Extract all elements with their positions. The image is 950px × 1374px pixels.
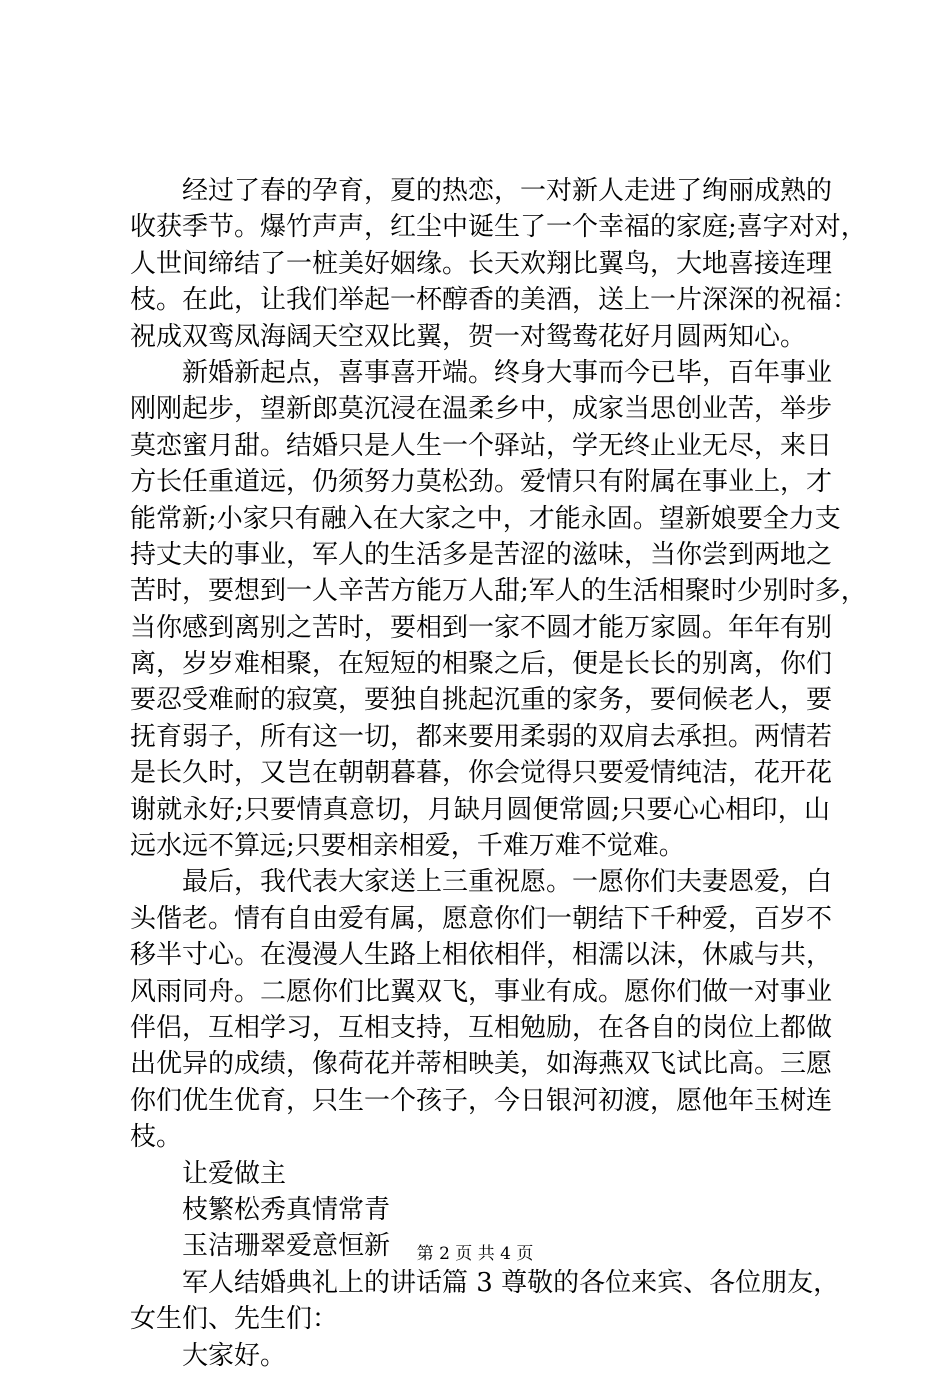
text-line: 头偕老。情有自由爱有属，愿意你们一朝结下千种爱，百岁不 [130, 903, 833, 934]
text-line: 持丈夫的事业，军人的生活多是苦涩的滋味，当你尝到两地之 [130, 539, 833, 570]
text-line: 军人结婚典礼上的讲话篇 3 尊敬的各位来宾、各位朋友， [182, 1267, 840, 1298]
text-line: 新婚新起点，喜事喜开端。终身大事而今已毕，百年事业 [182, 357, 833, 388]
text-line: 经过了春的孕育，夏的热恋，一对新人走进了绚丽成熟的 [182, 176, 833, 206]
text-line: 玉洁珊翠爱意恒新 [182, 1231, 391, 1262]
text-line: 伴侣，互相学习，互相支持，互相勉励，在各自的岗位上都做 [130, 1012, 833, 1043]
text-line: 移半寸心。在漫漫人生路上相依相伴，相濡以沫，休戚与共， [130, 940, 833, 971]
text-line: 方长任重道远，仍须努力莫松劲。爱情只有附属在事业上，才 [130, 467, 833, 498]
text-line: 谢就永好;只要情真意切，月缺月圆便常圆;只要心心相印，山 [130, 794, 830, 825]
text-line: 要忍受难耐的寂寞，要独自挑起沉重的家务，要伺候老人，要 [130, 685, 833, 716]
text-line: 苦时，要想到一人辛苦方能万人甜;军人的生活相聚时少别时多， [130, 576, 867, 607]
text-line: 最后，我代表大家送上三重祝愿。一愿你们夫妻恩爱，白 [182, 867, 833, 898]
page-footer: 第 2 页 共 4 页 [416, 1244, 534, 1264]
text-line: 是长久时，又岂在朝朝暮暮，你会觉得只要爱情纯洁，花开花 [130, 758, 833, 789]
text-line: 枝。 [130, 1122, 183, 1153]
text-line: 枝。在此，让我们举起一杯醇香的美酒，送上一片深深的祝福： [130, 285, 859, 316]
text-line: 远水远不算远;只要相亲相爱，千难万难不觉难。 [130, 831, 685, 862]
text-line: 让爱做主 [182, 1158, 287, 1189]
text-line: 莫恋蜜月甜。结婚只是人生一个驿站，学无终止业无尽，来日 [130, 430, 833, 461]
text-line: 人世间缔结了一桩美好姻缘。长天欢翔比翼鸟，大地喜接连理 [130, 248, 833, 279]
text-line: 抚育弱子，所有这一切，都来要用柔弱的双肩去承担。两情若 [130, 721, 833, 752]
text-line: 能常新;小家只有融入在大家之中，才能永固。望新娘要全力支 [130, 503, 841, 534]
text-line: 离，岁岁难相聚，在短短的相聚之后，便是长长的别离，你们 [130, 649, 833, 680]
text-line: 你们优生优育，只生一个孩子，今日银河初渡，愿他年玉树连 [130, 1085, 833, 1116]
text-line: 祝成双鸾凤海阔天空双比翼，贺一对鸳鸯花好月圆两知心。 [130, 321, 807, 352]
text-line: 收获季节。爆竹声声，红尘中诞生了一个幸福的家庭;喜字对对， [130, 212, 867, 243]
text-line: 女生们、先生们： [130, 1304, 339, 1335]
text-line: 大家好。 [182, 1340, 287, 1371]
document-body [130, 173, 867, 1374]
text-line: 出优异的成绩，像荷花并蒂相映美，如海燕双飞试比高。三愿 [130, 1049, 833, 1080]
text-line: 风雨同舟。二愿你们比翼双飞，事业有成。愿你们做一对事业 [130, 976, 833, 1007]
text-line: 枝繁松秀真情常青 [182, 1194, 391, 1225]
text-line: 当你感到离别之苦时，要相到一家不圆才能万家圆。年年有别 [130, 612, 833, 643]
text-line: 刚刚起步，望新郎莫沉浸在温柔乡中，成家当思创业苦，举步 [130, 394, 833, 425]
